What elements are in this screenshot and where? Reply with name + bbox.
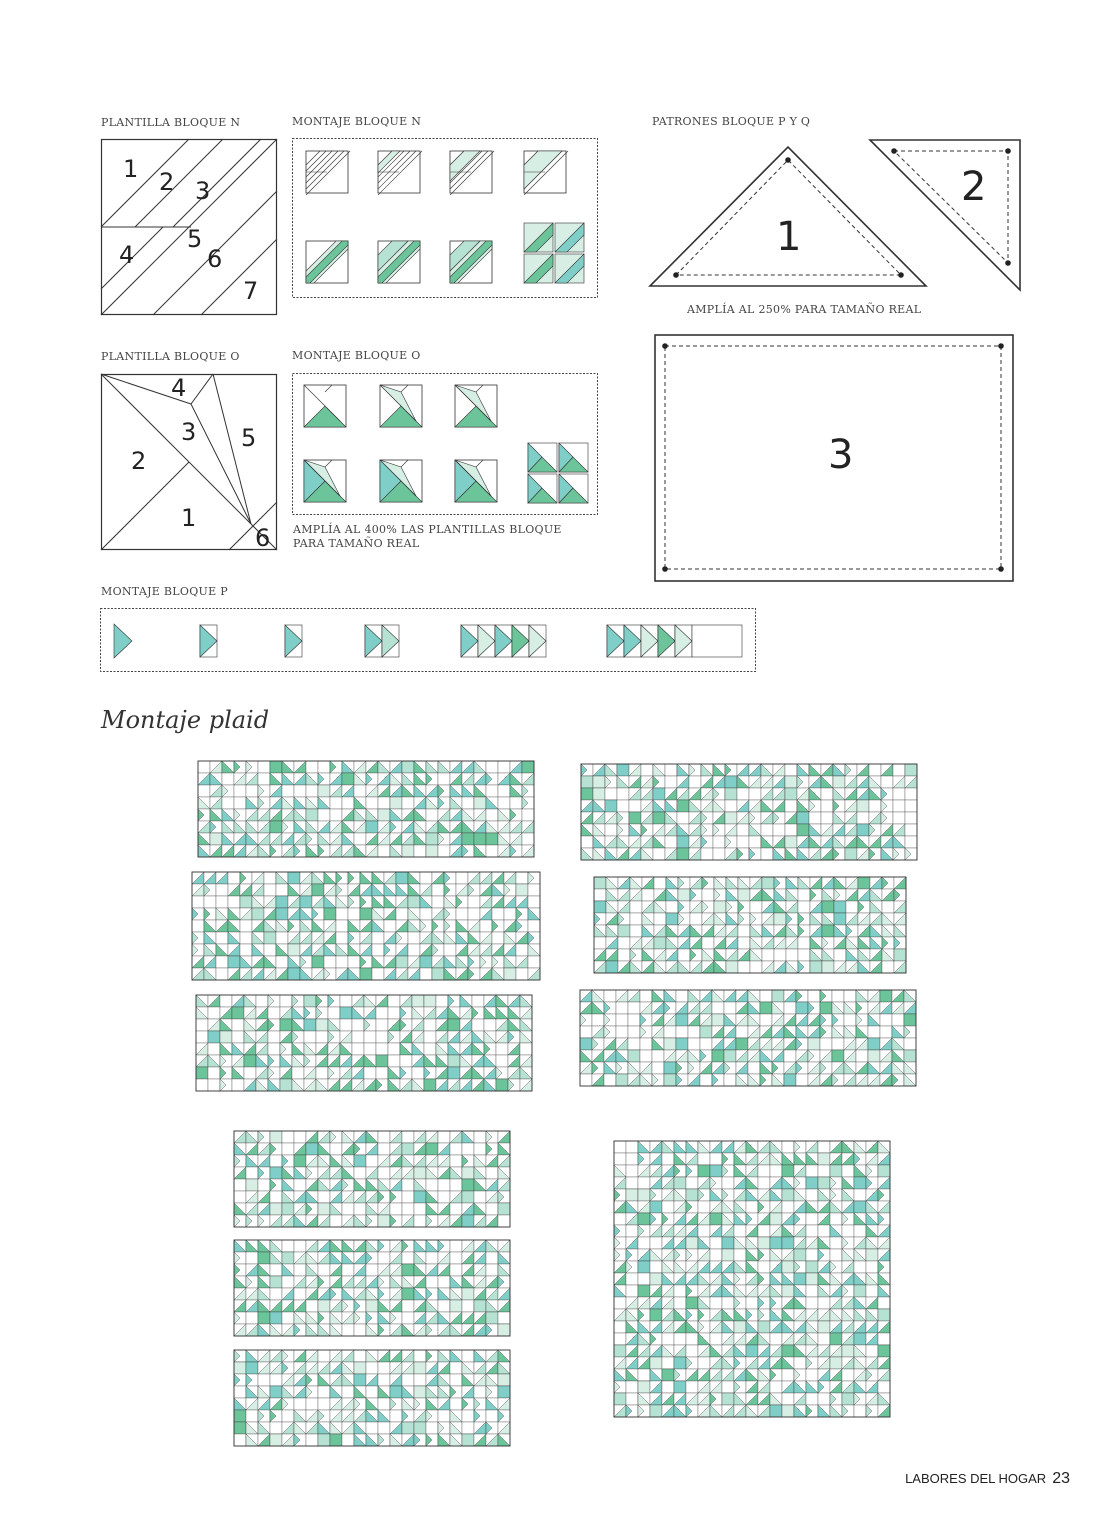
section-heading: Montaje plaid bbox=[101, 706, 270, 734]
plantilla-n-number: 5 bbox=[187, 225, 203, 253]
flying-geese-unit bbox=[641, 625, 658, 657]
plantilla-n-number: 4 bbox=[119, 241, 135, 269]
plantilla-o-number: 2 bbox=[131, 447, 147, 475]
montaje-n-block bbox=[378, 151, 422, 195]
page-number: 23 bbox=[1052, 1470, 1070, 1487]
plantilla-n-number: 6 bbox=[207, 245, 223, 273]
plantilla-o-number: 6 bbox=[255, 524, 271, 552]
flying-geese-unit bbox=[658, 625, 675, 657]
flying-geese-unit bbox=[529, 625, 546, 657]
montaje-n-block bbox=[306, 241, 348, 283]
quilt-strip-top bbox=[231, 1131, 513, 1227]
plantilla-n-number: 3 bbox=[195, 177, 211, 205]
flying-geese-unit bbox=[461, 625, 478, 657]
pattern-rect-3 bbox=[654, 334, 1014, 582]
pattern-number-2: 2 bbox=[961, 164, 987, 210]
montaje-o-diagram bbox=[292, 373, 598, 515]
flying-geese-unit bbox=[675, 625, 692, 657]
plantilla-n-number: 7 bbox=[243, 277, 259, 305]
plantilla-o-number: 4 bbox=[171, 374, 187, 402]
montaje-p-diagram bbox=[100, 608, 756, 672]
quilt-strip-middle bbox=[231, 1240, 513, 1336]
quilt-panel-left-bottom bbox=[192, 991, 536, 1095]
montaje-n-block bbox=[450, 241, 492, 283]
quilt-panel-right-bottom bbox=[580, 990, 916, 1086]
flying-geese-unit bbox=[285, 625, 302, 657]
pattern-number-3: 3 bbox=[828, 432, 854, 478]
montaje-n-block bbox=[306, 151, 350, 195]
flying-geese-unit bbox=[624, 625, 641, 657]
caption-montaje-o: MONTAJE BLOQUE O bbox=[292, 349, 421, 362]
flying-geese-unit bbox=[478, 625, 495, 657]
plantilla-n-diagram bbox=[101, 139, 277, 315]
montaje-o-block-assembled bbox=[528, 443, 588, 503]
quilt-panel-left-top bbox=[196, 757, 536, 861]
montaje-n-block bbox=[524, 151, 568, 195]
quilt-panel-right-top bbox=[581, 764, 917, 860]
caption-plantilla-n: PLANTILLA BLOQUE N bbox=[101, 116, 241, 129]
caption-montaje-p: MONTAJE BLOQUE P bbox=[101, 585, 228, 598]
patrones-pq-diagram bbox=[648, 138, 1028, 293]
plantilla-o-number: 1 bbox=[181, 504, 197, 532]
flying-geese-unit bbox=[200, 625, 217, 657]
plantilla-o-number: 5 bbox=[241, 424, 257, 452]
plantilla-n-number: 2 bbox=[159, 168, 175, 196]
caption-amplia-250: AMPLÍA AL 250% PARA TAMAÑO REAL bbox=[687, 303, 922, 316]
montaje-o-block bbox=[380, 460, 422, 502]
caption-patrones-pq: PATRONES BLOQUE P Y Q bbox=[652, 115, 811, 128]
pattern-number-1: 1 bbox=[776, 214, 802, 260]
montaje-o-block bbox=[380, 385, 422, 427]
quilt-complete bbox=[609, 1136, 895, 1422]
plantilla-n-number: 1 bbox=[123, 155, 139, 183]
montaje-o-block bbox=[304, 460, 346, 502]
montaje-n-block bbox=[378, 241, 420, 283]
caption-plantilla-o: PLANTILLA BLOQUE O bbox=[101, 350, 240, 363]
plantilla-o-diagram bbox=[101, 374, 277, 550]
caption-amplia-400-2: PARA TAMAÑO REAL bbox=[293, 537, 420, 550]
flying-geese-unit bbox=[365, 625, 382, 657]
flying-geese-unit bbox=[382, 625, 399, 657]
plantilla-o-number: 3 bbox=[181, 418, 197, 446]
flying-geese-unit bbox=[495, 625, 512, 657]
montaje-n-block bbox=[450, 151, 494, 195]
caption-amplia-400-1: AMPLÍA AL 400% LAS PLANTILLAS BLOQUE bbox=[293, 523, 562, 536]
quilt-panel-right-middle bbox=[594, 877, 906, 973]
montaje-n-diagram bbox=[292, 138, 598, 298]
caption-montaje-n: MONTAJE BLOQUE N bbox=[292, 115, 422, 128]
flying-geese-unit bbox=[512, 625, 529, 657]
montaje-n-block-assembled bbox=[524, 223, 584, 283]
page-footer bbox=[905, 1470, 1070, 1488]
quilt-panel-left-middle bbox=[192, 872, 540, 980]
flying-geese-unit bbox=[607, 625, 624, 657]
magazine-name: LABORES DEL HOGAR bbox=[905, 1471, 1047, 1486]
sashing-strip bbox=[692, 625, 742, 657]
montaje-o-block bbox=[455, 385, 497, 427]
montaje-o-block bbox=[304, 385, 346, 427]
montaje-o-block bbox=[455, 460, 497, 502]
flying-geese-single bbox=[114, 624, 132, 658]
quilt-strip-bottom bbox=[231, 1350, 513, 1446]
